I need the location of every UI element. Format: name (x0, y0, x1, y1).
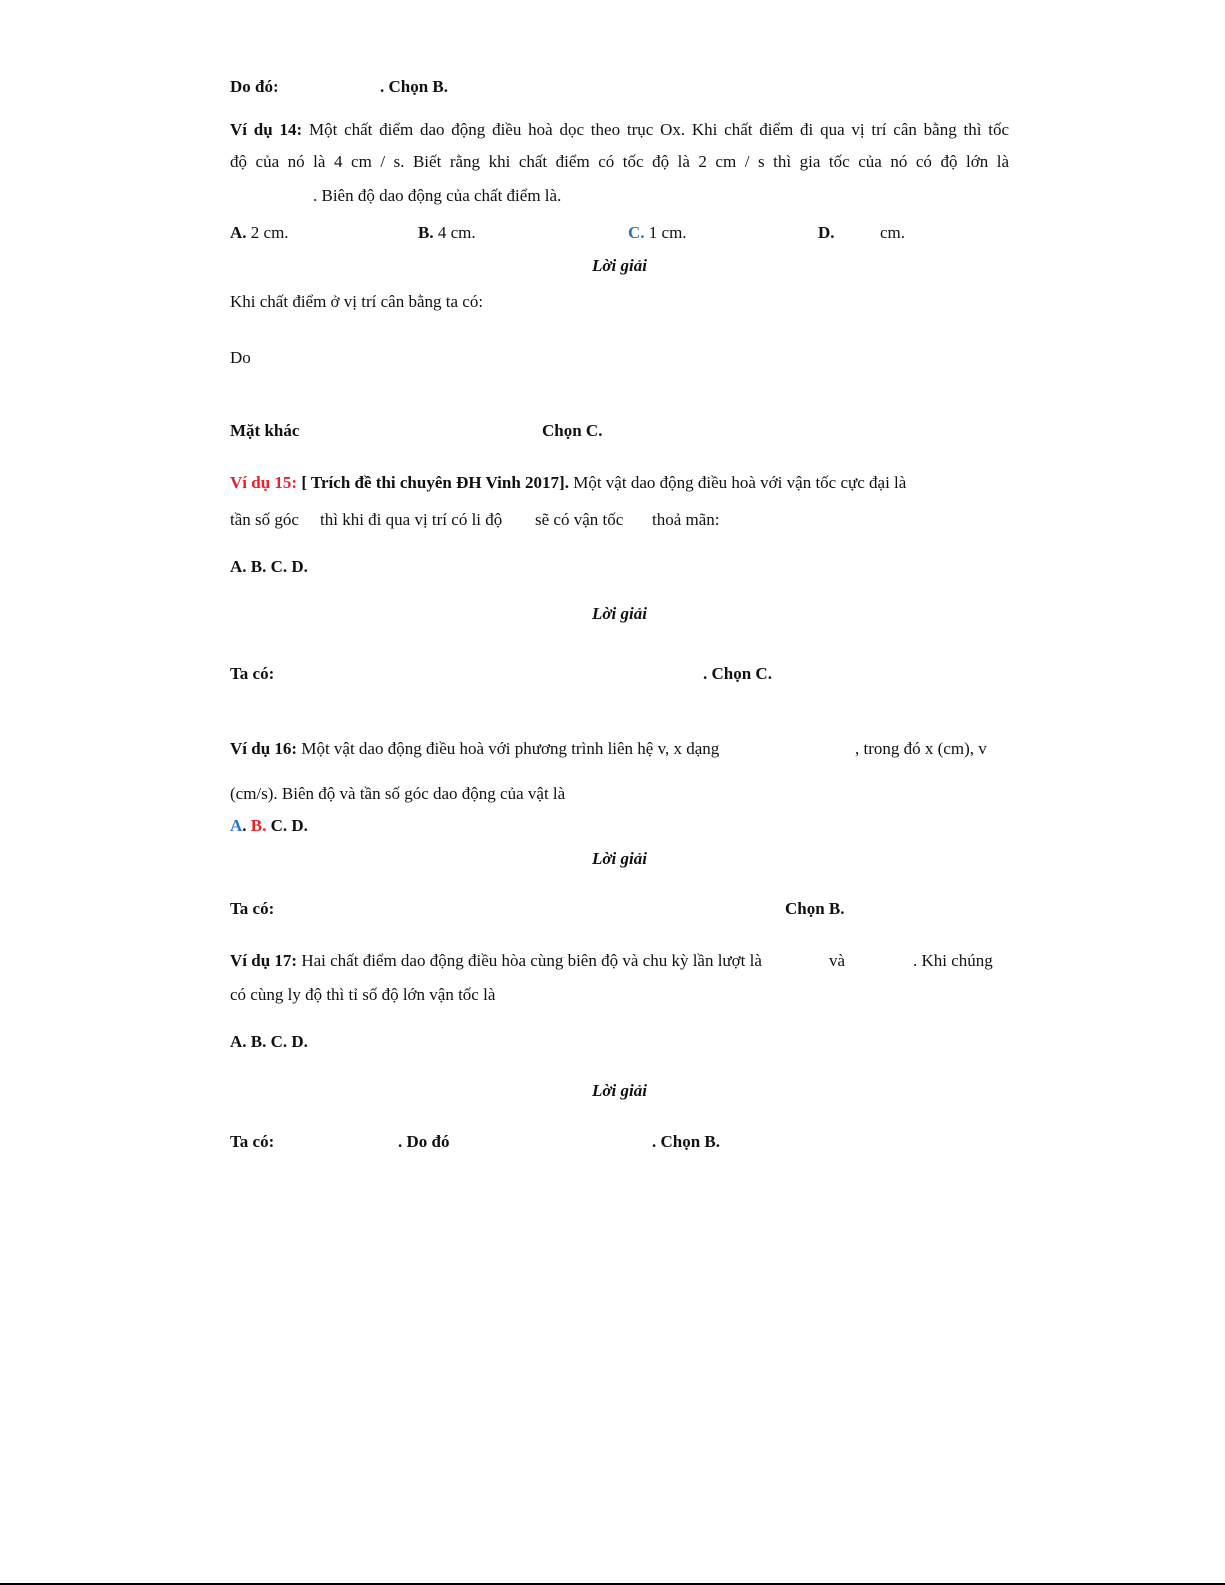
ex14-option-a (230, 222, 289, 244)
conclusion-line (230, 76, 279, 98)
ex16-text1: Một vật dao động điều hoà với phương trình liên hệ v, x dạng (301, 739, 720, 758)
ex14-sol2: Do (230, 348, 251, 367)
ex17-options (230, 1031, 308, 1053)
ex15-source: [ Trích đề thi chuyên ĐH Vinh 2017]. (301, 473, 569, 492)
ex16-line2: (cm/s). Biên độ và tần số góc dao động của vật là (230, 784, 566, 803)
ex14-chon (542, 420, 602, 442)
option-b-text: 4 cm. (437, 223, 476, 242)
ex15-label: Ví dụ 15: (230, 473, 298, 492)
ex14-line2: độ của nó là 4 cm / s. Biết rằng khi chất điểm có tốc độ là 2 cm / s thì gia tốc của nó có độ lớn là (230, 152, 1009, 171)
ex17-loigiai: Lời giải (592, 1081, 647, 1100)
ex17-va: và (829, 951, 846, 970)
chon-b-text: Chọn B. (785, 899, 845, 918)
option-d-label: D. (818, 223, 835, 242)
ex15-options-text: A. B. C. D. (230, 557, 308, 576)
ex17-taco (230, 1131, 274, 1153)
ex16-loigiai: Lời giải (592, 849, 647, 868)
option-c-label: C. (628, 223, 645, 242)
ex15-taco (230, 663, 274, 685)
ex16-label: Ví dụ 16: (230, 739, 298, 758)
ex17-line1 (230, 950, 762, 972)
chon-c-text: . Chọn C. (703, 664, 772, 683)
ex17-text1: Hai chất điểm dao động điều hòa cùng biên độ và chu kỳ lần lượt là (301, 951, 762, 970)
ex17-line1b: . Khi chúng (913, 951, 993, 970)
ex15-l2c: sẽ có vận tốc (535, 510, 624, 529)
ex14-text1: Một chất điểm dao động điều hoà dọc theo trục Ox. Khi chất điểm đi qua vị trí cân bằng thì tốc (308, 120, 1010, 139)
option-cd-labels: C. D. (270, 816, 308, 835)
ex15-loigiai: Lời giải (592, 604, 647, 623)
option-a-label: A. (230, 223, 247, 242)
mat-khac-label: Mặt khác (230, 421, 300, 440)
chon-b-1 (380, 76, 448, 98)
chon-c-text: Chọn C. (542, 421, 603, 440)
ta-co-label: Ta có: (230, 1132, 275, 1151)
option-c-text: 1 cm. (648, 223, 687, 242)
ex14-loigiai: Lời giải (592, 256, 647, 275)
ex14-option-c (628, 222, 687, 244)
ex14-option-d (818, 222, 835, 244)
ex14-sol3 (230, 420, 299, 442)
ex16-options (230, 815, 308, 837)
ex14-option-d-text: cm. (880, 223, 906, 242)
do-do-label: Do đó: (230, 77, 279, 96)
ex16-taco (230, 898, 274, 920)
ex14-label: Ví dụ 14: (230, 120, 303, 139)
ex17-label: Ví dụ 17: (230, 951, 298, 970)
ex15-options (230, 556, 308, 578)
option-a-text: 2 cm. (250, 223, 289, 242)
option-a-dot: . (242, 816, 247, 835)
ex16-line1 (230, 738, 719, 760)
ex14-option-b (418, 222, 476, 244)
ex15-l2a: tần số góc (230, 510, 299, 529)
ta-co-label: Ta có: (230, 664, 275, 683)
option-a-label: A (230, 816, 243, 835)
ex15-l2b: thì khi đi qua vị trí có li độ (320, 510, 503, 529)
ex15-text1: Một vật dao động điều hoà với vận tốc cực đại là (573, 473, 907, 492)
option-b-label: B. (418, 223, 434, 242)
chon-b-text: . Chọn B. (652, 1132, 721, 1151)
chon-text: . Chọn B. (380, 77, 449, 96)
ex17-chon (652, 1131, 720, 1153)
ex17-options-text: A. B. C. D. (230, 1032, 308, 1051)
ex14-line1 (230, 119, 1009, 141)
ex15-line2 (230, 509, 299, 531)
ex17-line2: có cùng ly độ thì tỉ số độ lớn vận tốc là (230, 985, 496, 1004)
ex17-dodo (398, 1131, 449, 1153)
ex15-l2d: thoả mãn: (652, 510, 720, 529)
ex16-chon (785, 898, 845, 920)
ex14-sol1: Khi chất điểm ở vị trí cân bằng ta có: (230, 292, 484, 311)
option-b-label: B. (250, 816, 267, 835)
ex15-line1 (230, 472, 906, 494)
do-do-text: . Do đó (398, 1132, 450, 1151)
ex14-line3: . Biên độ dao động của chất điểm là. (313, 186, 562, 205)
ex15-chon (703, 663, 772, 685)
ex16-line1b: , trong đó x (cm), v (855, 739, 987, 758)
ta-co-label: Ta có: (230, 899, 275, 918)
